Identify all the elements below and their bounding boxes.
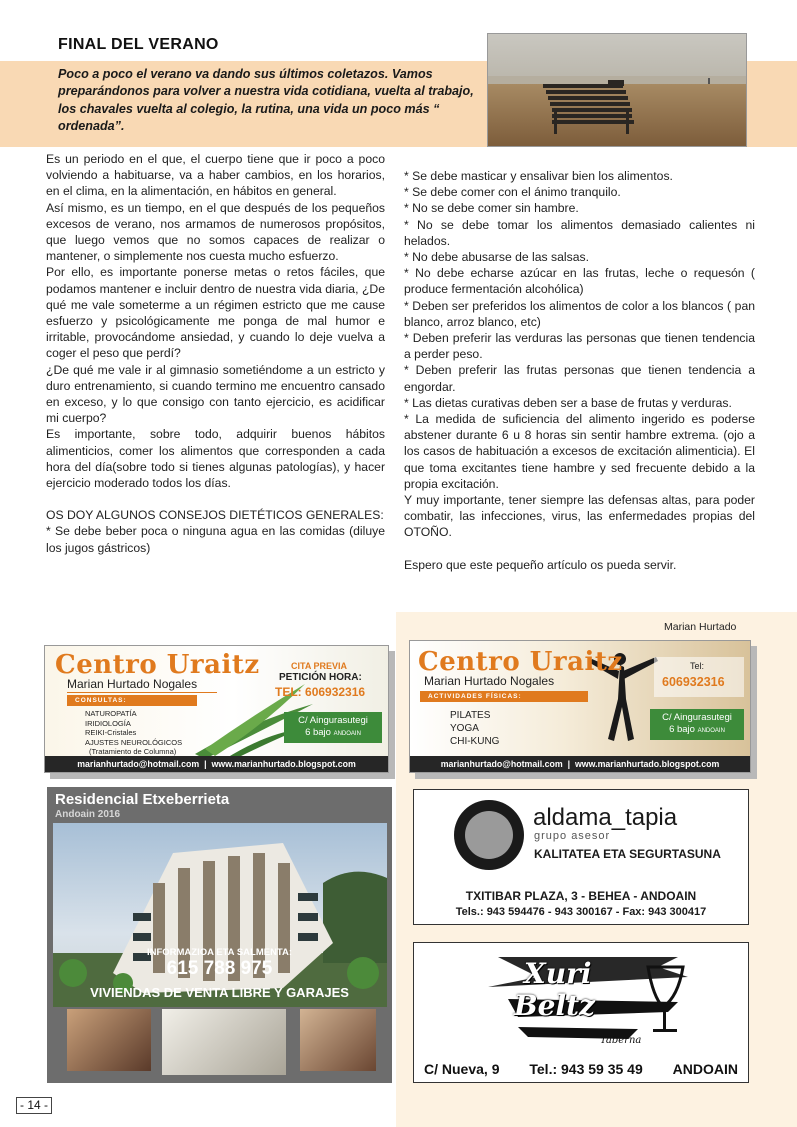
article-right-column bbox=[404, 168, 755, 573]
ad-centro-uraitz-actividades[interactable] bbox=[409, 640, 751, 773]
request-label: PETICIÓN HORA: bbox=[279, 672, 362, 683]
category-label: CONSULTAS: bbox=[67, 695, 197, 706]
ad-residencial-etxeberrieta[interactable] bbox=[47, 787, 392, 1083]
body-paragraph: Y muy importante, tener siempre las defensas altas, para poder combatir, las infecciones, virus, las enfermedades propias del OTOÑO. bbox=[404, 493, 755, 540]
phone-value: 606932316 bbox=[662, 675, 725, 689]
brand-name: Centro Uraitz bbox=[55, 650, 260, 680]
service-item: YOGA bbox=[450, 723, 479, 734]
phone-number: Tel.: 943 59 35 49 bbox=[529, 1061, 643, 1077]
website-link[interactable]: www.marianhurtado.blogspot.com bbox=[211, 759, 356, 769]
website-link[interactable]: www.marianhurtado.blogspot.com bbox=[574, 759, 720, 769]
phone-label: TEL: bbox=[275, 685, 302, 699]
article-intro: Poco a poco el verano va dando sus últimos coletazos. Vamos preparándonos para volver a nuestra vida cotidiana, vuelta al trabajo, los chavales vuelta al colegio, la rutina, una vida un poco más “ ordenada”. bbox=[58, 67, 474, 133]
body-paragraph: Es importante, sobre todo, adquirir buenos hábitos alimenticios, comer los alimentos que corresponden a cada hora del día(sobre todo si tienes algunas patologías), y hacer ejercicio moderado todos los días. bbox=[46, 427, 385, 491]
service-item: PILATES bbox=[450, 710, 491, 721]
ad-contact-footer: marianhurtado@hotmail.com | www.marianhurtado.blogspot.com bbox=[45, 756, 388, 772]
services-list bbox=[85, 709, 182, 757]
interior-photo bbox=[67, 1009, 151, 1071]
interior-photo bbox=[300, 1009, 376, 1071]
brand-subtitle: Marian Hurtado Nogales bbox=[67, 677, 198, 691]
phone-number bbox=[275, 685, 365, 699]
ad-xuri-beltz[interactable] bbox=[413, 942, 749, 1083]
article-left-column bbox=[46, 151, 385, 556]
page-number: - 14 - bbox=[16, 1097, 52, 1114]
town: ANDOAIN bbox=[672, 1061, 738, 1077]
service-item: REIKI-Cristales bbox=[85, 728, 137, 737]
contact-line bbox=[424, 1061, 738, 1077]
address-box bbox=[284, 712, 382, 743]
tip-item: * La medida de suficiencia del alimento ingerido es poderse abstener durante 6 u 8 horas sin sentir hambre extrema. (ojo a los casos de habituación a excesos de excitación alimenticia). El que toma excitantes tiene hambre y sed frecuente debido a la propia excitación. bbox=[404, 412, 755, 491]
address-box bbox=[650, 709, 744, 740]
service-item: CHI-KUNG bbox=[450, 736, 500, 747]
phone-numbers: Tels.: 943 594476 - 943 300167 - Fax: 943 300417 bbox=[455, 906, 707, 918]
logo-circle-icon bbox=[454, 800, 524, 870]
ad-title: Residencial Etxeberrieta bbox=[55, 791, 230, 808]
phone-label: Tel: bbox=[690, 661, 705, 671]
tip-item: * No debe abusarse de las salsas. bbox=[404, 250, 589, 265]
business-type: Taberna bbox=[600, 1035, 642, 1046]
brand-name: aldama_tapia bbox=[533, 804, 678, 831]
tip-item: * Se debe beber poca o ninguna agua en las comidas (diluye los jugos gástricos) bbox=[46, 524, 385, 555]
address-town: ANDOAIN bbox=[697, 728, 725, 734]
body-paragraph: Por ello, es importante ponerse metas o retos fáciles, que podamos mantener e incluir dentro de nuestra vida diaria, ¿De qué me vale someterme a un régimen estricto que me cause esfuerzo y psicológicamente me ponga de mal humor e irritable, provocándome ansiedad, y cuando lo deje vuelva a coger el peso que perdí? bbox=[46, 265, 385, 361]
address-floor: 6 bajo bbox=[669, 724, 695, 735]
address-town: ANDOAIN bbox=[333, 731, 361, 737]
tip-item: * Se debe masticar y ensalivar bien los alimentos. bbox=[404, 169, 673, 183]
brand-name: Centro Uraitz bbox=[418, 647, 623, 677]
ad-contact-footer: marianhurtado@hotmail.com | www.marianhurtado.blogspot.com bbox=[410, 756, 750, 772]
logo-text: Xuri bbox=[524, 957, 592, 990]
email-link[interactable]: marianhurtado@hotmail.com bbox=[77, 759, 200, 769]
tip-item: * No debe echarse azúcar en las frutas, leche o requesón ( produce fermentación alcohólica) bbox=[404, 266, 755, 297]
sales-phone: 615 788 975 bbox=[166, 958, 273, 979]
ad-centro-uraitz-consultas[interactable] bbox=[44, 645, 389, 773]
appointment-label: CITA PREVIA bbox=[291, 661, 348, 671]
address-street: C/ Aingurasutegi bbox=[298, 715, 368, 726]
brand-subtitle: grupo asesor bbox=[534, 830, 611, 842]
service-item: (Tratamiento de Columna) bbox=[89, 747, 177, 756]
tip-item: * No se debe comer sin hambre. bbox=[404, 201, 579, 216]
services-list bbox=[450, 709, 499, 748]
ad-aldama-tapia[interactable] bbox=[413, 789, 749, 925]
address-street: C/ Aingurasutegi bbox=[662, 712, 732, 723]
tip-item: * No se debe tomar los alimentos demasiado calientes ni helados. bbox=[404, 217, 755, 248]
interior-photo bbox=[162, 1009, 286, 1075]
brand-subtitle: Marian Hurtado Nogales bbox=[424, 674, 555, 688]
ad-tagline: VIVIENDAS DE VENTA LIBRE Y GARAJES bbox=[90, 985, 349, 1000]
tip-item: * Se debe comer con el ánimo tranquilo. bbox=[404, 185, 621, 200]
tip-item: * Deben preferir las frutas personas que tienen tendencia a engordar. bbox=[404, 363, 755, 394]
tip-item: * Las dietas curativas deben ser a base de frutas y verduras. bbox=[404, 395, 732, 410]
ad-tagline: KALITATEA ETA SEGURTASUNA bbox=[534, 847, 721, 861]
email-link[interactable]: marianhurtado@hotmail.com bbox=[440, 759, 563, 769]
address: TXITIBAR PLAZA, 3 - BEHEA - ANDOAIN bbox=[465, 889, 697, 903]
service-item: IRIDIOLOGÍA bbox=[85, 718, 131, 728]
sales-info-label: INFORMAZIOA ETA SALMENTA: bbox=[146, 947, 293, 958]
category-label: ACTIVIDADES FÍSICAS: bbox=[420, 691, 588, 702]
divider bbox=[67, 692, 217, 693]
logo-text: Beltz bbox=[514, 989, 595, 1022]
tip-item: * Deben preferir las verduras las personas que tienen tendencia a perder peso. bbox=[404, 331, 755, 362]
body-paragraph: Así mismo, es un tiempo, en el que después de los pequeños excesos de verano, nos armamos de numerosos propósitos, que luego vemos que no somos capaces de realizar o mantener, o simplemente nos cuesta mucho esfuerzo. bbox=[46, 200, 385, 264]
address: C/ Nueva, 9 bbox=[424, 1061, 500, 1077]
body-paragraph: Es un periodo en el que, el cuerpo tiene que ir poco a poco volviendo a habituarse, va a haber cambios, en los horarios, en el clima, en la alimentación, en hábitos en general. bbox=[46, 152, 385, 199]
article-title: FINAL DEL VERANO bbox=[58, 36, 219, 53]
address-floor: 6 bajo bbox=[305, 727, 331, 738]
author-signature: Marian Hurtado bbox=[664, 621, 737, 633]
tips-heading: OS DOY ALGUNOS CONSEJOS DIETÉTICOS GENERALES: bbox=[46, 508, 384, 523]
service-item: NATUROPATÍA bbox=[85, 709, 137, 718]
service-item: AJUSTES NEUROLÓGICOS bbox=[85, 737, 183, 747]
ad-subtitle: Andoain 2016 bbox=[55, 809, 121, 820]
beach-chairs-photo bbox=[487, 33, 747, 147]
tip-item: * Deben ser preferidos los alimentos de color a los blancos ( pan blanco, arroz blanco, etc) bbox=[404, 298, 755, 329]
phone-value: 606932316 bbox=[305, 685, 366, 699]
closing-paragraph: Espero que este pequeño artículo os pueda servir. bbox=[404, 557, 677, 572]
body-paragraph: ¿De qué me vale ir al gimnasio sometiéndome a un estricto y duro entrenamiento, si cuando termino me encuentro cansado en exceso, y lo que consigo con tanto ejercicio, es acidificar mi cuerpo? bbox=[46, 362, 385, 426]
